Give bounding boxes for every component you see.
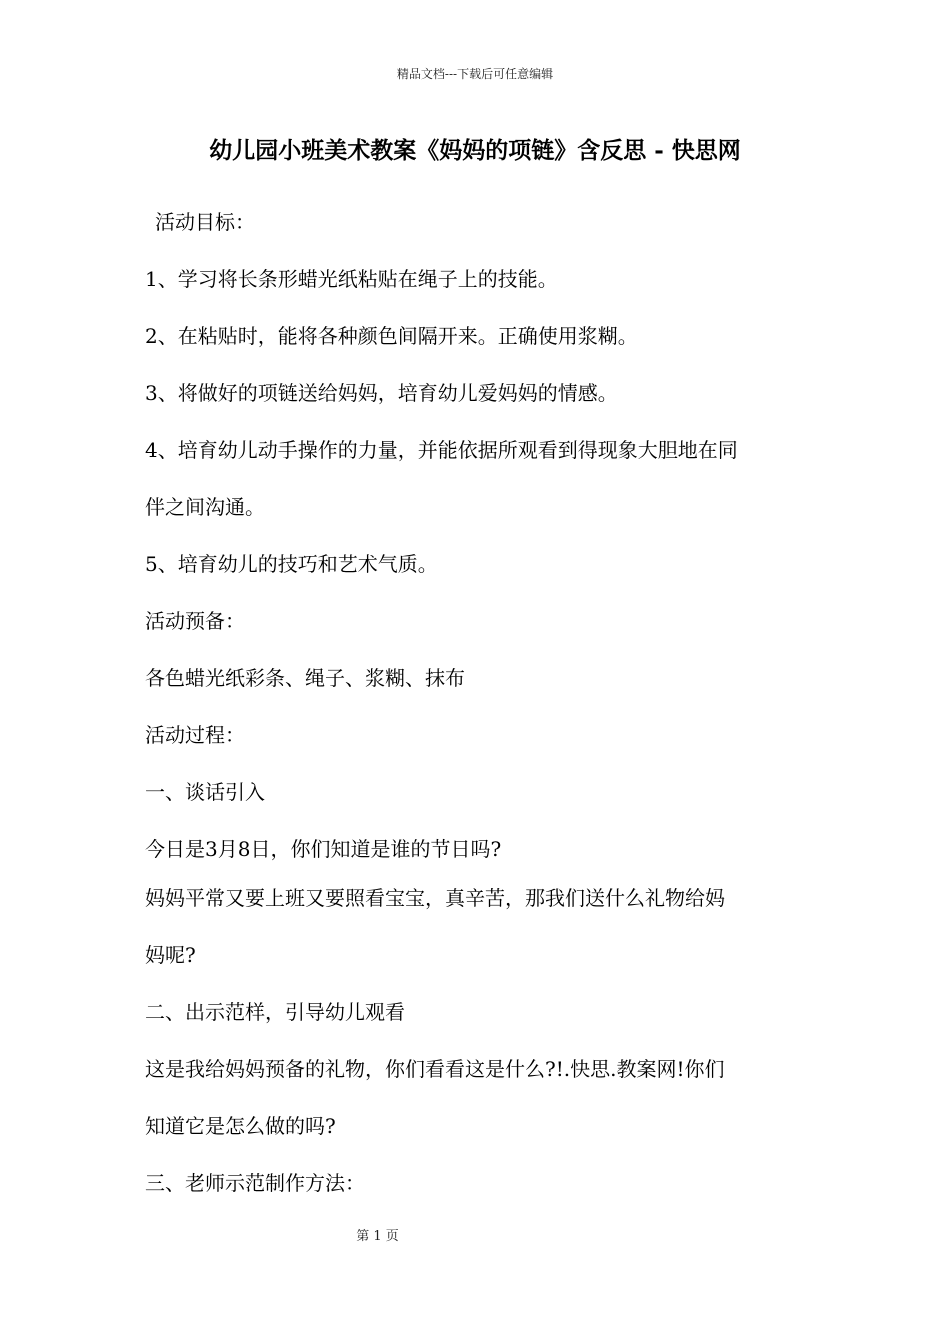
- page-header: 精品文档---下载后可任意编辑: [396, 67, 554, 81]
- section-heading-process: 活动过程：: [145, 723, 245, 747]
- preparation-materials: 各色蜡光纸彩条、绳子、浆糊、抹布: [145, 666, 465, 690]
- step-1-text-b-continued: 妈呢?: [145, 943, 196, 967]
- document-body: [145, 202, 810, 1220]
- objective-4: 4、培育幼儿动手操作的力量，并能依据所观看到得现象大胆地在同: [145, 438, 738, 462]
- step-2-heading: 二、出示范样，引导幼儿观看: [145, 1000, 405, 1024]
- objective-1: 1、学习将长条形蜡光纸粘贴在绳子上的技能。: [145, 267, 558, 291]
- step-2-text: 这是我给妈妈预备的礼物，你们看看这是什么?!.快思.教案网!你们: [145, 1057, 725, 1081]
- step-3-heading: 三、老师示范制作方法：: [145, 1171, 365, 1195]
- section-heading-preparation: 活动预备：: [145, 609, 245, 633]
- objective-2: 2、在粘贴时，能将各种颜色间隔开来。正确使用浆糊。: [145, 324, 638, 348]
- objective-4-continued: 伴之间沟通。: [145, 495, 265, 519]
- step-1-heading: 一、谈话引入: [145, 780, 265, 804]
- step-1-text-b: 妈妈平常又要上班又要照看宝宝，真辛苦，那我们送什么礼物给妈: [145, 886, 725, 910]
- page-number: 第 1 页: [356, 1229, 399, 1244]
- section-heading-objectives: 活动目标：: [155, 210, 255, 234]
- objective-3: 3、将做好的项链送给妈妈，培育幼儿爱妈妈的情感。: [145, 381, 618, 405]
- step-1-text-a: 今日是3月8日，你们知道是谁的节日吗?: [145, 837, 502, 861]
- objective-5: 5、培育幼儿的技巧和艺术气质。: [145, 552, 438, 576]
- step-2-text-continued: 知道它是怎么做的吗?: [145, 1114, 336, 1138]
- document-title: 幼儿园小班美术教案《妈妈的项链》含反思 - 快思网: [209, 137, 741, 164]
